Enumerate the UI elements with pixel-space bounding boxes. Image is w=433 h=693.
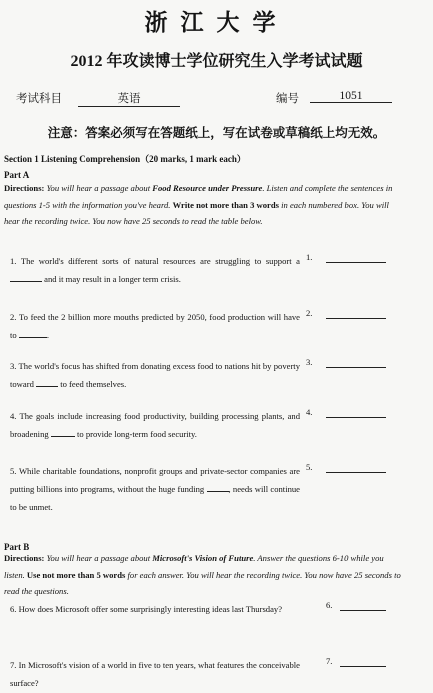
subject-field <box>78 90 180 107</box>
question-2-text-end: . <box>46 330 49 340</box>
code-field <box>310 90 392 103</box>
part-a-dir-text-3: in each numbered box. You will hear the recording twice. You now have 25 seconds to read the table below. <box>4 199 389 226</box>
part-b-directions <box>4 550 404 600</box>
question-4-text-end: to provide long-term food security. <box>76 429 197 439</box>
part-a-directions <box>4 180 404 230</box>
question-4 <box>10 407 300 443</box>
answer-line-6 <box>340 610 386 611</box>
part-b-dir-text-1: You will hear a passage about <box>44 553 153 563</box>
subject-label: 考试科目 <box>16 93 62 105</box>
answer-line-7 <box>340 666 386 667</box>
question-5-text-end: , needs will continue to be unmet. <box>10 484 300 512</box>
answer-line-4 <box>326 417 386 418</box>
answer-num-6: 6. <box>326 600 333 610</box>
exam-title: 2012 年攻读博士学位研究生入学考试试题 <box>70 53 363 70</box>
part-a-dir-text-2: . Listen and complete the sentences in questions 1-5 with the information you've heard. <box>4 183 393 210</box>
question-7: 7. In Microsoft's vision of a world in five to ten years, what features the conceivable surface? <box>10 660 300 688</box>
answer-line-2 <box>326 318 386 319</box>
question-1-text: 1. The world's different sorts of natural resources are struggling to support a <box>10 256 300 266</box>
question-1 <box>10 252 300 288</box>
question-4-text: 4. The goals include increasing food productivity, building processing plants, and broadening <box>10 411 300 439</box>
question-1-blank <box>10 281 42 282</box>
answer-num-2: 2. <box>306 308 313 318</box>
question-2-text: 2. To feed the 2 billion more mouths predicted by 2050, food production will have to <box>10 312 300 340</box>
part-a-dir-label: Directions: <box>4 183 45 193</box>
subject-value: 英语 <box>78 90 180 107</box>
question-2-blank <box>19 337 47 338</box>
answer-num-4: 4. <box>306 407 313 417</box>
part-b-dir-label: Directions: <box>4 553 45 563</box>
part-b-dir-text-2: . Answer the questions 6-10 while you listen. <box>4 553 384 580</box>
answer-line-3 <box>326 367 386 368</box>
question-2 <box>10 308 300 344</box>
code-label: 编号 <box>276 93 299 105</box>
answer-num-1: 1. <box>306 252 313 262</box>
answer-line-5 <box>326 472 386 473</box>
answer-line-1 <box>326 262 386 263</box>
question-5 <box>10 462 300 516</box>
answer-num-3: 3. <box>306 357 313 367</box>
part-b-topic: Microsoft's Vision of Future <box>152 553 254 563</box>
question-5-text: 5. While charitable foundations, nonprofit groups and private-sector companies are putting billions into programs, without the huge funding <box>10 466 300 494</box>
part-b-label: Part B <box>4 542 30 552</box>
part-a-topic: Food Resource under Pressure <box>152 183 263 193</box>
part-a-dir-text-1: You will hear a passage about <box>44 183 153 193</box>
question-4-blank <box>51 436 75 437</box>
question-3-blank <box>36 386 58 387</box>
part-a-word-limit: Write not more than 3 words <box>172 199 279 210</box>
section-1-title: Section 1 Listening Comprehension（20 marks, 1 mark each） <box>4 154 246 164</box>
answer-num-7: 7. <box>326 656 333 666</box>
question-5-blank <box>207 491 229 492</box>
exam-notice: 注意：答案必须写在答题纸上，写在试卷或草稿纸上均无效。 <box>47 125 386 140</box>
question-3 <box>10 357 300 393</box>
part-b-dir-text-3: for each answer. You will hear the recording twice. You now have 25 seconds to read the questions. <box>4 569 401 596</box>
answer-num-5: 5. <box>306 462 313 472</box>
question-3-text-end: to feed themselves. <box>60 379 127 389</box>
part-a-label: Part A <box>4 170 30 180</box>
question-6: 6. How does Microsoft offer some surprisingly interesting ideas last Thursday? <box>10 604 283 614</box>
code-value: 1051 <box>310 90 392 103</box>
university-name: 浙江大学 <box>144 10 289 35</box>
question-3-text: 3. The world's focus has shifted from donating excess food to nations hit by poverty toward <box>10 361 300 389</box>
part-b-word-limit: Use not more than 5 words <box>26 569 126 580</box>
question-1-text-end: and it may result in a longer term crisis. <box>44 274 181 284</box>
